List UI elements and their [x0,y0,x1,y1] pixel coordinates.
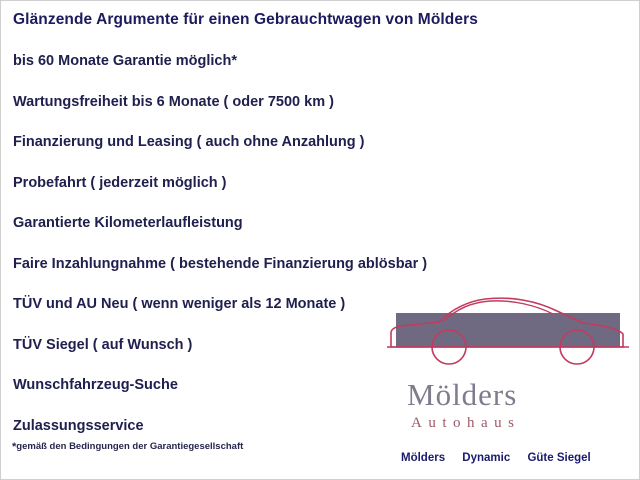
tagline-item-2: Dynamic [462,452,511,464]
list-item: Wunschfahrzeug-Suche [13,377,178,393]
list-item: TÜV und AU Neu ( wenn weniger als 12 Monate ) [13,296,346,312]
dealer-logo [387,289,629,473]
list-item: Faire Inzahlungnahme ( bestehende Finanzierung ablösbar ) [13,255,428,272]
footnote-text: gemäß den Bedingungen der Garantiegesellschaft [16,441,244,452]
page-title: Glänzende Argumente für einen Gebrauchtwagen von Mölders [13,11,478,28]
brand-name: Mölders [407,377,518,412]
footnote-asterisk: * [12,441,17,453]
car-graphic [387,289,629,367]
list-item: Probefahrt ( jederzeit möglich ) [13,174,227,191]
list-item: Garantierte Kilometerlaufleistung [13,215,243,231]
logo-tagline [401,452,591,464]
tagline-item-3: Güte Siegel [527,452,591,464]
list-item: bis 60 Monate Garantie möglich* [13,53,237,69]
list-item: Finanzierung und Leasing ( auch ohne Anzahlung ) [13,134,365,150]
list-item: TÜV Siegel ( auf Wunsch ) [13,336,193,353]
list-item: Wartungsfreiheit bis 6 Monate ( oder 7500 km ) [13,93,334,110]
tagline-item-1: Mölders [401,452,446,464]
list-item: Zulassungsservice [13,417,144,434]
car-outline-icon [387,289,629,367]
brand-subtitle: Autohaus [411,415,521,431]
footnote [12,441,243,453]
